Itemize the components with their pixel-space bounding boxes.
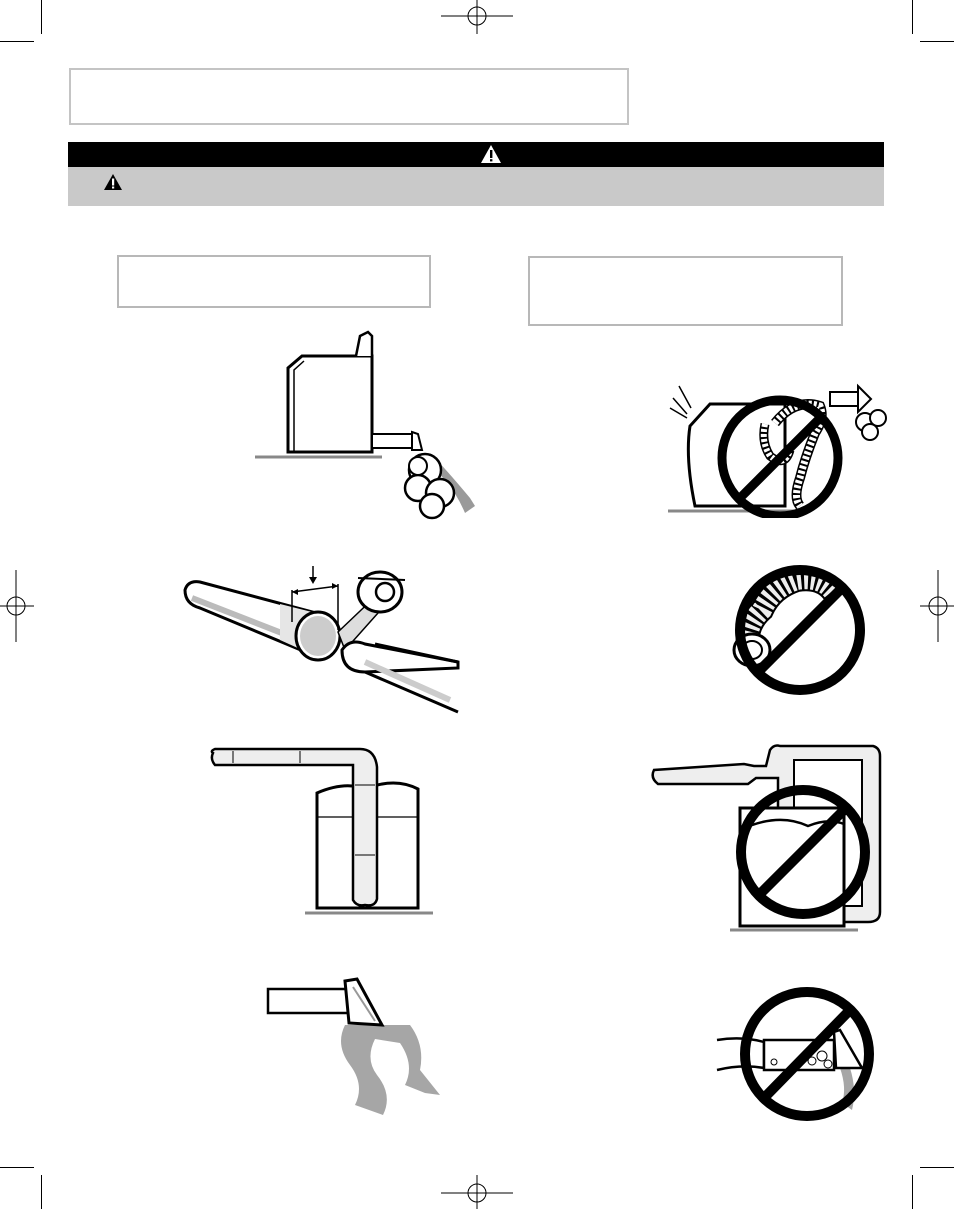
- dryer-flexible-hose-prohibited-illustration: [665, 378, 890, 518]
- dryer-long-duct-prohibited-illustration: [648, 740, 883, 935]
- correct-section-label-box: [117, 255, 431, 308]
- warning-banner: [68, 142, 884, 167]
- clogged-exhaust-prohibited-illustration: [712, 978, 882, 1126]
- registration-mark-bottom: [441, 1175, 513, 1209]
- dryer-exhaust-correct-illustration: [250, 328, 480, 528]
- duct-tape-joint-illustration: [180, 562, 465, 722]
- incorrect-section-label-box: [528, 256, 843, 326]
- warning-triangle-icon: [480, 144, 502, 164]
- registration-mark-left: [0, 570, 34, 642]
- warning-triangle-icon: [103, 173, 123, 191]
- warning-body: [68, 167, 884, 206]
- registration-mark-top: [441, 0, 513, 36]
- exhaust-hood-airflow-illustration: [265, 975, 445, 1125]
- dryer-straight-duct-illustration: [205, 745, 440, 920]
- page-title-box: [69, 68, 629, 125]
- crushed-duct-prohibited-illustration: [722, 558, 872, 703]
- registration-mark-right: [920, 570, 954, 642]
